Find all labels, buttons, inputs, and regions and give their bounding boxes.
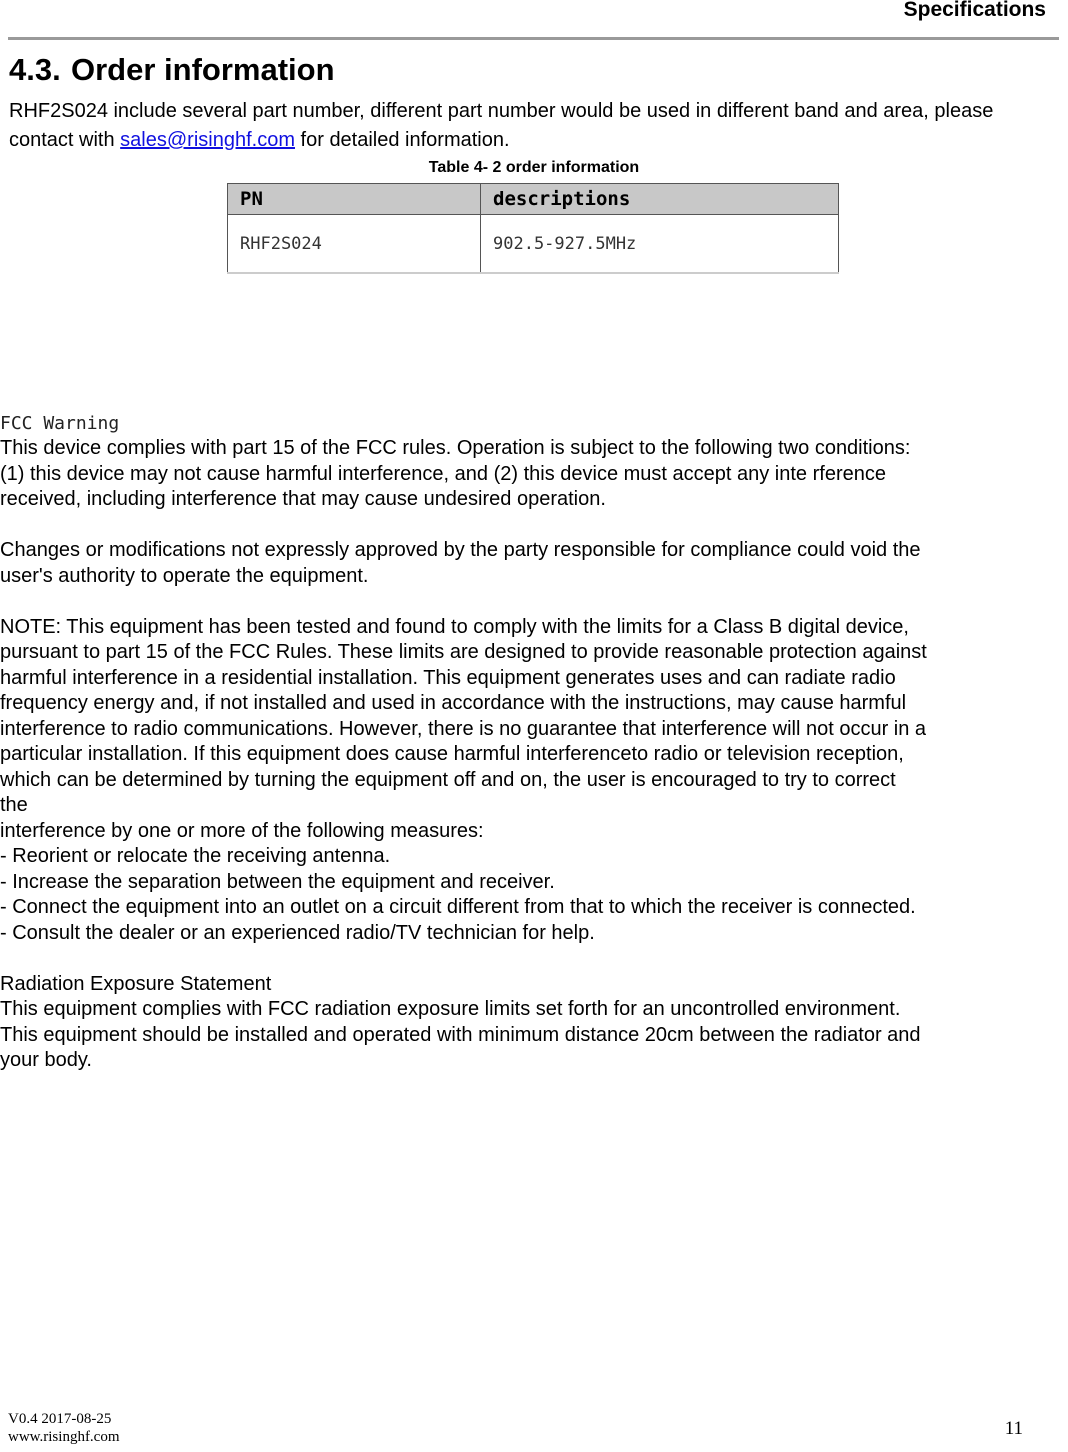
table-cell-description: 902.5-927.5MHz	[481, 215, 839, 274]
table-header-descriptions: descriptions	[481, 184, 839, 215]
table-header-pn: PN	[228, 184, 481, 215]
intro-text-end: for detailed information.	[294, 129, 510, 151]
text-line: the	[0, 794, 28, 816]
fcc-modifications-paragraph	[0, 538, 1068, 589]
text-line: This device complies with part 15 of the FCC rules. Operation is subject to the following two conditions:	[0, 437, 911, 459]
measure-item: - Consult the dealer or an experienced radio/TV technician for help.	[0, 921, 595, 944]
text-line: pursuant to part 15 of the FCC Rules. These limits are designed to provide reasonable protection against	[0, 641, 927, 663]
section-number: 4.3.	[9, 52, 61, 87]
header-divider	[8, 37, 1059, 40]
fcc-statement	[0, 436, 1068, 1099]
section-title: Order information	[71, 52, 335, 87]
fcc-warning-label: FCC Warning	[0, 413, 120, 434]
section-heading	[9, 52, 335, 88]
radiation-exposure-paragraph	[0, 972, 1068, 1074]
page-number: 11	[1004, 1418, 1023, 1439]
text-line: user's authority to operate the equipment.	[0, 564, 369, 587]
footer-website: www.risinghf.com	[8, 1429, 120, 1445]
text-line: frequency energy and, if not installed and used in accordance with the instructions, may cause harmful	[0, 692, 907, 714]
table-header-row	[228, 184, 839, 215]
intro-text: RHF2S024 include several part number, different part number would be used in different band and area, please contact with	[9, 100, 994, 151]
text-line: Changes or modifications not expressly approved by the party responsible for compliance could void the	[0, 539, 921, 561]
intro-paragraph	[9, 97, 1049, 155]
table-row	[228, 215, 839, 274]
text-line: NOTE: This equipment has been tested and found to comply with the limits for a Class B digital device,	[0, 615, 909, 638]
measure-item: - Reorient or relocate the receiving antenna.	[0, 845, 391, 867]
text-line: particular installation. If this equipment does cause harmful interferenceto radio or television reception,	[0, 743, 904, 765]
footer-version: V0.4 2017-08-25	[8, 1411, 112, 1427]
table-caption: Table 4- 2 order information	[428, 159, 640, 176]
order-info-table	[227, 183, 839, 274]
text-line: This equipment complies with FCC radiation exposure limits set forth for an uncontrolled environment.	[0, 998, 901, 1020]
measure-item: - Increase the separation between the equipment and receiver.	[0, 870, 555, 893]
text-line: This equipment should be installed and operated with minimum distance 20cm between the radiator and	[0, 1023, 921, 1046]
text-line: (1) this device may not cause harmful interference, and (2) this device must accept any inte rference	[0, 462, 886, 485]
table-cell-pn: RHF2S024	[228, 215, 481, 274]
text-line: interference by one or more of the following measures:	[0, 819, 484, 842]
text-line: harmful interference in a residential installation. This equipment generates uses and can radiate radio	[0, 666, 896, 689]
header-title: Specifications	[903, 0, 1046, 21]
text-line: received, including interference that may cause undesired operation.	[0, 488, 606, 510]
text-line: interference to radio communications. However, there is no guarantee that interference will not occur in a	[0, 717, 927, 740]
fcc-note-paragraph	[0, 615, 1068, 947]
measure-item: - Connect the equipment into an outlet on a circuit different from that to which the receiver is connected.	[0, 896, 916, 918]
footer-info	[8, 1410, 120, 1446]
radiation-heading: Radiation Exposure Statement	[0, 972, 272, 995]
fcc-compliance-paragraph	[0, 436, 1068, 513]
text-line: your body.	[0, 1049, 92, 1071]
sales-email-link[interactable]: sales@risinghf.com	[120, 129, 295, 151]
text-line: which can be determined by turning the equipment off and on, the user is encouraged to try to correct	[0, 768, 896, 791]
